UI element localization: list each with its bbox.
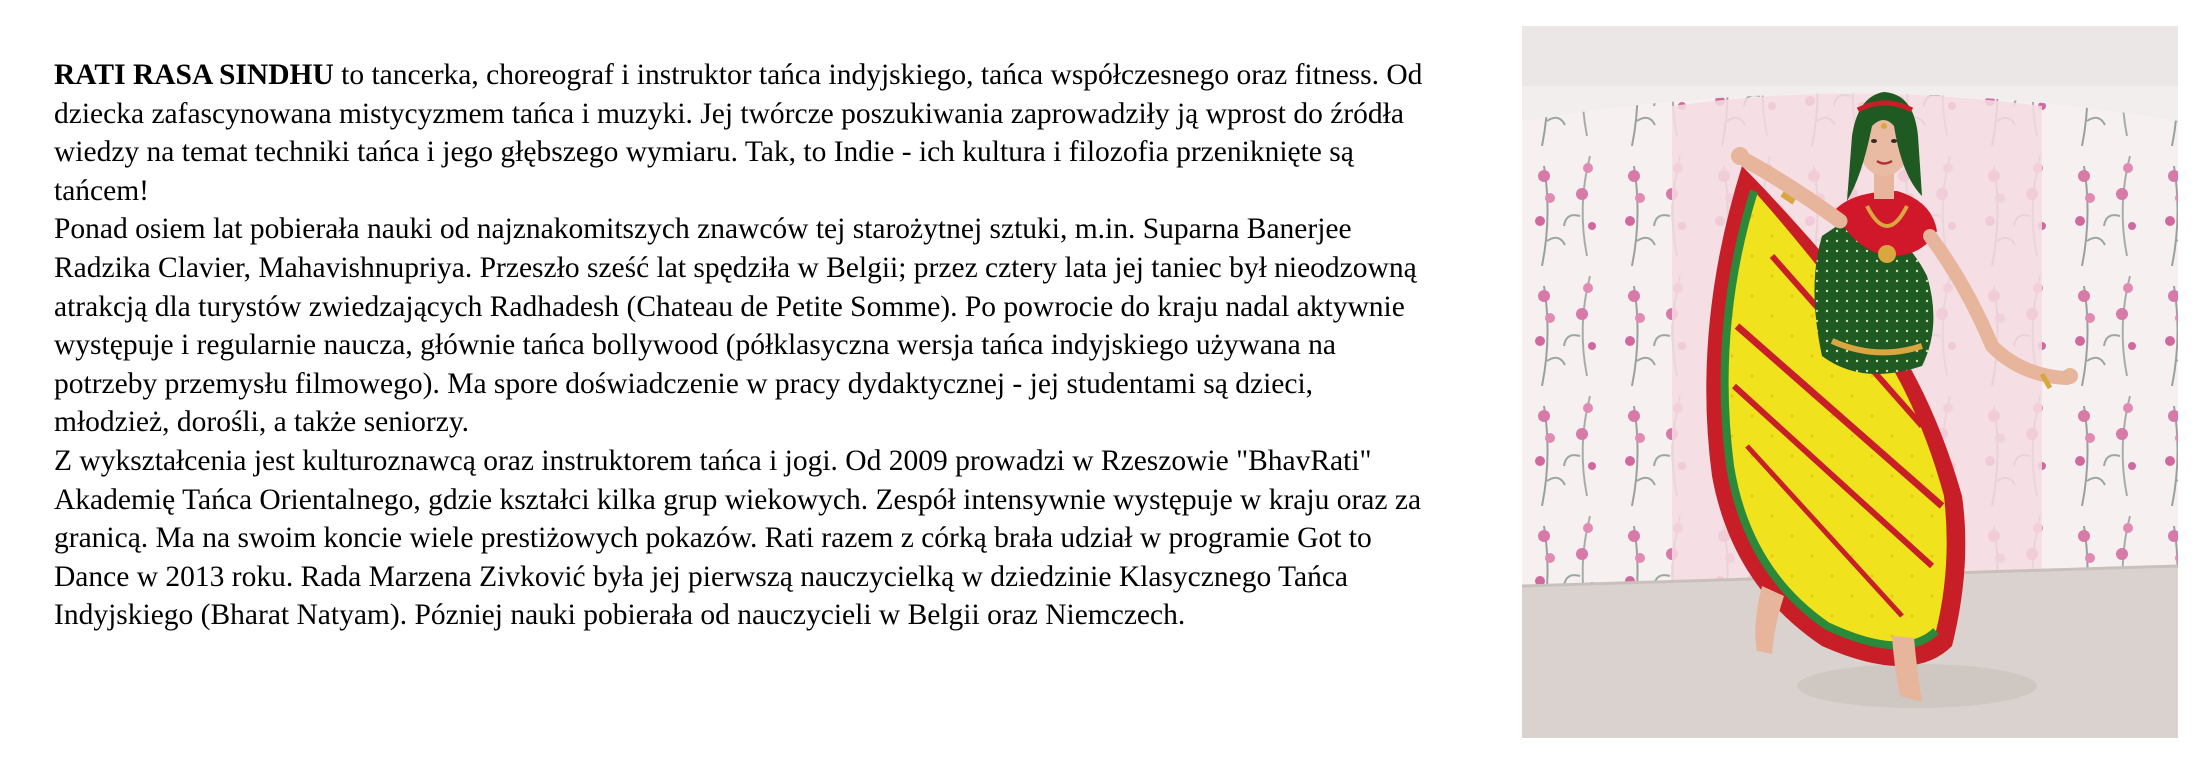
dancer-photo: [1522, 26, 2178, 738]
dancer-name: RATI RASA SINDHU: [54, 59, 334, 91]
bio-intro-text: to tancerka, choreograf i instruktor tańca indyjskiego, tańca współczesnego oraz fitness. Od dziecka zafascynowana mistycyzmem tańca i muzyki. Jej twórcze poszukiwania zaprowadziły ją wprost do źródła wiedzy na temat techniki tańca i jego głębszego wymiaru. Tak, to Indie - ich kultura i filozofia przeniknięte są tańcem!: [54, 59, 1423, 207]
dancer-illustration: [1522, 26, 2178, 738]
bio-paragraph-1: [54, 56, 1434, 210]
bio-paragraph-2: Ponad osiem lat pobierała nauki od najznakomitszych znawców tej starożytnej sztuki, m.in. Suparna Banerjee Radzika Clavier, Mahavishnupriya. Przeszło sześć lat spędziła w Belgii; przez cztery lata jej taniec był nieodzowną atrakcją dla turystów zwiedzających Radhadesh (Chateau de Petite Somme). Po powrocie do kraju nadal aktywnie występuje i regularnie naucza, głównie tańca bollywood (półklasyczna wersja tańca indyjskiego używana na potrzeby przemysłu filmowego). Ma spore doświadczenie w pracy dydaktycznej - jej studentami są dzieci, młodzież, dorośli, a także seniorzy.: [54, 213, 1417, 439]
bio-text: [54, 56, 1434, 635]
bio-paragraph-3: Z wykształcenia jest kulturoznawcą oraz instruktorem tańca i jogi. Od 2009 prowadzi w Rzeszowie "BhavRati" Akademię Tańca Orientalnego, gdzie kształci kilka grup wiekowych. Zespół intensywnie występuje w kraju oraz za granicą. Ma na swoim koncie wiele prestiżowych pokazów. Rati razem z córką brała udział w programie Got to Dance w 2013 roku. Rada Marzena Zivković była jej pierwszą nauczycielką w dziedzinie Klasycznego Tańca Indyjskiego (Bharat Natyam). Pózniej nauki pobierała od nauczycieli w Belgii oraz Niemczech.: [54, 444, 1422, 632]
